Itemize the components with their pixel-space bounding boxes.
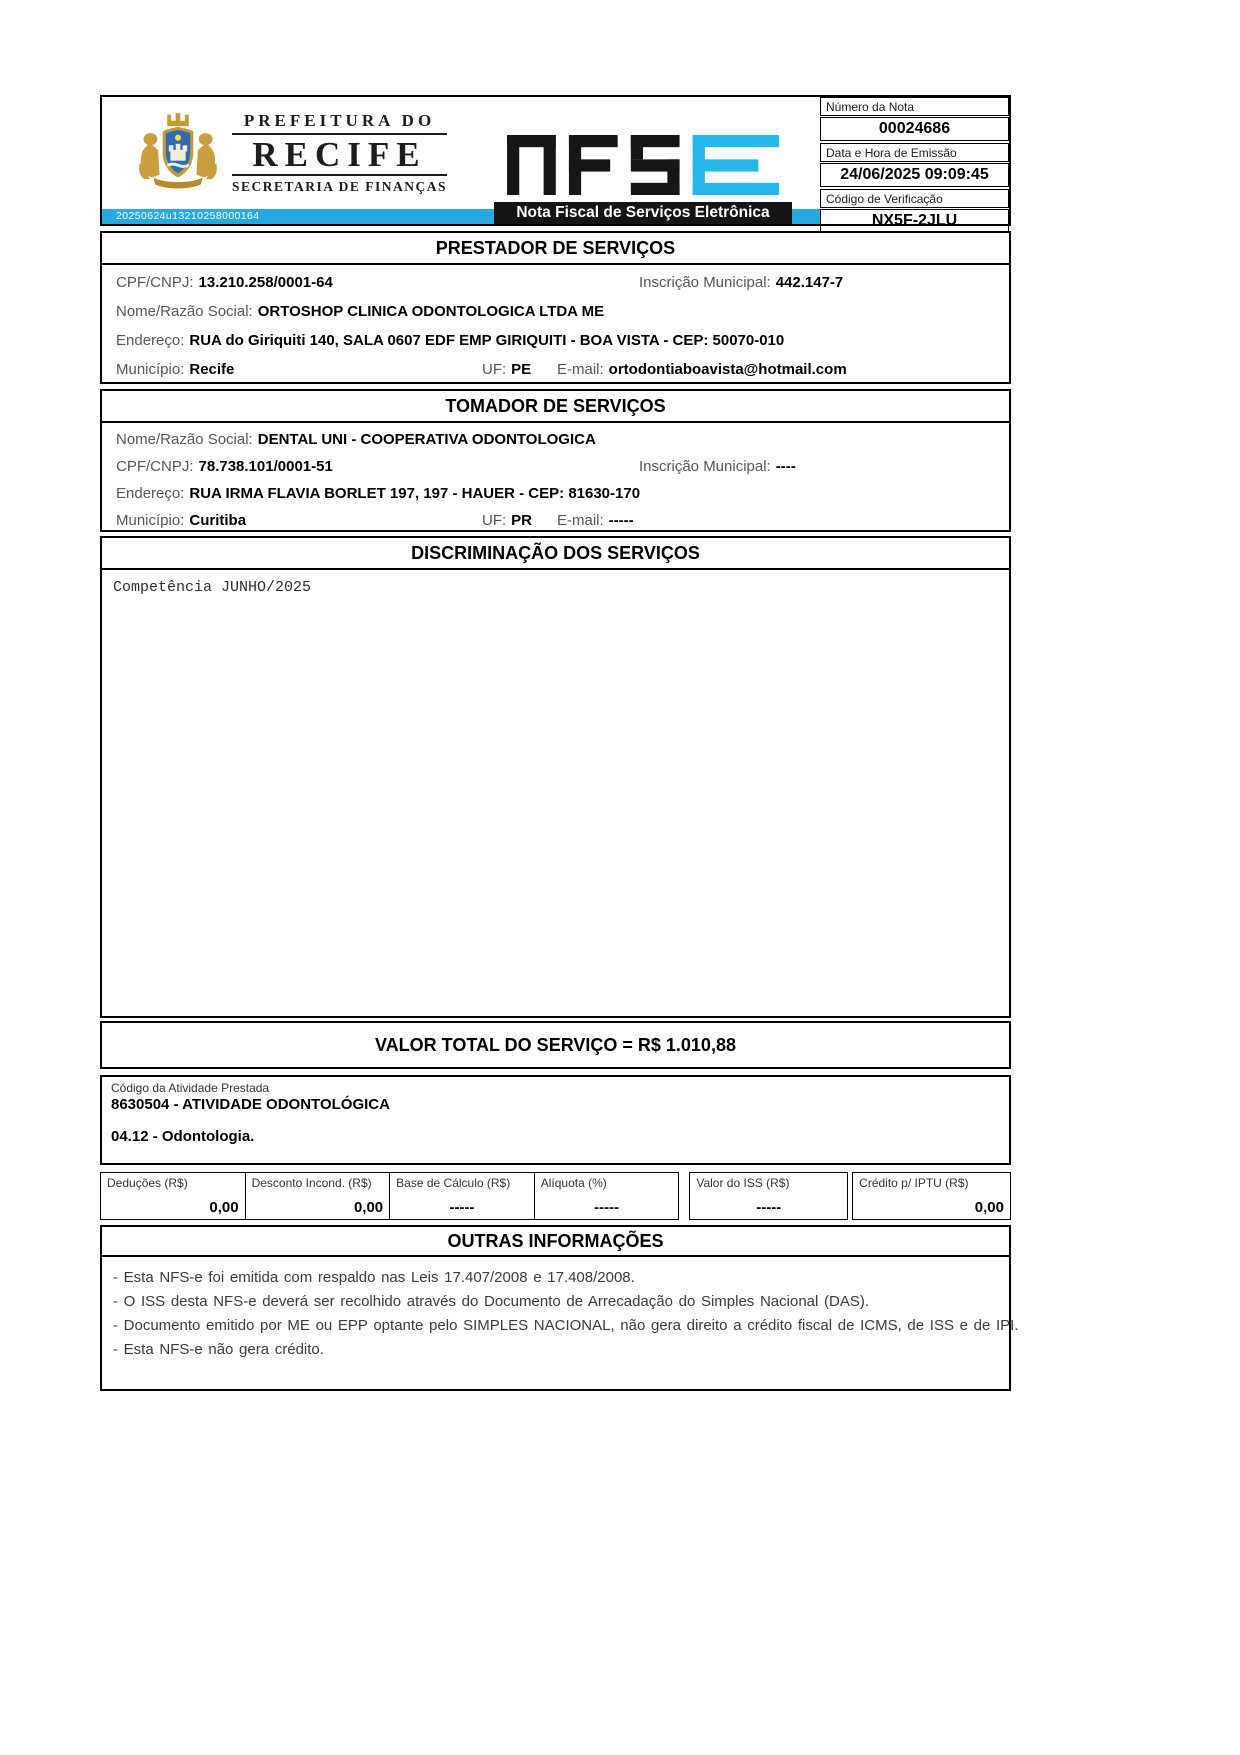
endereco-label: Endereço: bbox=[116, 485, 185, 502]
deducoes-label: Deduções (R$) bbox=[107, 1176, 188, 1190]
valores-table bbox=[100, 1172, 1011, 1220]
email-pair bbox=[557, 355, 847, 384]
secretaria-financas-text: SECRETARIA DE FINANÇAS bbox=[232, 174, 447, 195]
uf-label: UF: bbox=[482, 361, 507, 378]
outras-line: - Documento emitido por ME ou EPP optante pelo SIMPLES NACIONAL, não gera direito a crédito fiscal de ICMS, de ISS e de IPI. bbox=[113, 1317, 1019, 1334]
discriminacao-title: DISCRIMINAÇÃO DOS SERVIÇOS bbox=[102, 538, 1009, 570]
nome-label: Nome/Razão Social: bbox=[116, 303, 253, 320]
nfse-invoice bbox=[100, 95, 1019, 1391]
aliquota-cell bbox=[534, 1172, 680, 1220]
outras-body bbox=[102, 1257, 1019, 1371]
outras-informacoes-section bbox=[100, 1225, 1019, 1391]
deducoes-value: 0,00 bbox=[209, 1199, 239, 1216]
codigo-verificacao-value: NX5F-2JLU bbox=[820, 209, 1009, 233]
uf-value: PE bbox=[511, 361, 532, 378]
endereco-value: RUA do Giriquiti 140, SALA 0607 EDF EMP GIRIQUITI - BOA VISTA - CEP: 50070-010 bbox=[189, 332, 785, 349]
prestador-cpf-row bbox=[102, 268, 1009, 297]
base-calculo-cell bbox=[389, 1172, 535, 1220]
municipio-value: Curitiba bbox=[189, 512, 247, 529]
issuer-logo-block bbox=[102, 97, 494, 224]
valor-iss-label: Valor do ISS (R$) bbox=[696, 1176, 790, 1190]
tomador-fields bbox=[102, 423, 1009, 534]
blue-separator bbox=[792, 97, 820, 224]
credito-iptu-cell bbox=[852, 1172, 1011, 1220]
credito-iptu-value: 0,00 bbox=[974, 1199, 1004, 1216]
endereco-label: Endereço: bbox=[116, 332, 185, 349]
inscricao-pair bbox=[639, 453, 796, 480]
prestador-endereco-row bbox=[102, 326, 1009, 355]
credito-iptu-label: Crédito p/ IPTU (R$) bbox=[859, 1176, 969, 1190]
cpf-label: CPF/CNPJ: bbox=[116, 458, 194, 475]
base-calculo-value: ----- bbox=[449, 1199, 475, 1216]
outras-line: - Esta NFS-e não gera crédito. bbox=[113, 1341, 324, 1358]
tomador-title: TOMADOR DE SERVIÇOS bbox=[102, 391, 1009, 423]
cpf-label: CPF/CNPJ: bbox=[116, 274, 194, 291]
atividade-section bbox=[100, 1075, 1011, 1165]
recife-coat-of-arms-icon bbox=[132, 113, 224, 193]
email-pair bbox=[557, 507, 634, 534]
data-emissao-value: 24/06/2025 09:09:45 bbox=[820, 163, 1009, 187]
prestador-section bbox=[100, 231, 1011, 384]
invoice-header bbox=[100, 95, 1011, 229]
nome-label: Nome/Razão Social: bbox=[116, 431, 253, 448]
prestador-municipio-row bbox=[102, 355, 1009, 384]
municipio-label: Município: bbox=[116, 512, 185, 529]
aliquota-label: Alíquota (%) bbox=[540, 1176, 607, 1190]
invoice-meta-column bbox=[820, 97, 1009, 229]
nfse-brand-block bbox=[494, 97, 792, 224]
uf-pair bbox=[482, 507, 532, 534]
numero-nota-value: 00024686 bbox=[820, 117, 1009, 141]
cpf-value: 13.210.258/0001-64 bbox=[198, 274, 333, 291]
uf-pair bbox=[482, 355, 531, 384]
deducoes-cell bbox=[100, 1172, 246, 1220]
nome-value: ORTOSHOP CLINICA ODONTOLOGICA LTDA ME bbox=[257, 303, 605, 320]
discriminacao-content: Competência JUNHO/2025 bbox=[113, 579, 312, 596]
data-emissao-label: Data e Hora de Emissão bbox=[820, 143, 1009, 162]
nfse-subtitle-bar: Nota Fiscal de Serviços Eletrônica bbox=[494, 202, 792, 224]
inscricao-pair bbox=[639, 268, 843, 297]
email-value: ortodontiaboavista@hotmail.com bbox=[608, 361, 847, 378]
inscricao-label: Inscrição Municipal: bbox=[639, 458, 771, 475]
valor-total-text: VALOR TOTAL DO SERVIÇO = R$ 1.010,88 bbox=[375, 1034, 736, 1055]
tomador-municipio-row bbox=[102, 507, 1009, 534]
discriminacao-section bbox=[100, 536, 1011, 1018]
inscricao-label: Inscrição Municipal: bbox=[639, 274, 771, 291]
numero-nota-label: Número da Nota bbox=[820, 97, 1009, 116]
uf-value: PR bbox=[511, 512, 533, 529]
outras-line: - Esta NFS-e foi emitida com respaldo nas Leis 17.407/2008 e 17.408/2008. bbox=[113, 1269, 635, 1286]
cpf-value: 78.738.101/0001-51 bbox=[198, 458, 333, 475]
valor-iss-cell bbox=[689, 1172, 848, 1220]
tracking-bar bbox=[102, 209, 494, 224]
email-label: E-mail: bbox=[557, 512, 604, 529]
municipio-label: Município: bbox=[116, 361, 185, 378]
atividade-label: Código da Atividade Prestada bbox=[111, 1081, 270, 1095]
codigo-verificacao-label: Código de Verificação bbox=[820, 189, 1009, 208]
desconto-value: 0,00 bbox=[353, 1199, 384, 1216]
aliquota-value: ----- bbox=[594, 1199, 620, 1216]
atividade-item: 04.12 - Odontologia. bbox=[111, 1128, 255, 1145]
tracking-number: 20250624u13210258000164 bbox=[116, 210, 260, 222]
valores-group bbox=[100, 1172, 679, 1220]
outras-title: OUTRAS INFORMAÇÕES bbox=[102, 1227, 1009, 1257]
uf-label: UF: bbox=[482, 512, 507, 529]
tomador-cpf-row bbox=[102, 453, 1009, 480]
base-calculo-label: Base de Cálculo (R$) bbox=[396, 1176, 511, 1190]
recife-text: RECIFE bbox=[252, 134, 427, 174]
tomador-endereco-row bbox=[102, 480, 1009, 507]
endereco-value: RUA IRMA FLAVIA BORLET 197, 197 - HAUER - CEP: 81630-170 bbox=[189, 485, 641, 502]
municipio-value: Recife bbox=[189, 361, 235, 378]
desconto-cell bbox=[245, 1172, 391, 1220]
inscricao-value: ---- bbox=[775, 458, 796, 475]
prefeitura-do-text: PREFEITURA DO bbox=[232, 111, 447, 135]
atividade-codigo: 8630504 - ATIVIDADE ODONTOLÓGICA bbox=[111, 1096, 390, 1113]
issuer-name bbox=[232, 111, 447, 196]
nome-value: DENTAL UNI - COOPERATIVA ODONTOLOGICA bbox=[257, 431, 596, 448]
email-label: E-mail: bbox=[557, 361, 604, 378]
prestador-title: PRESTADOR DE SERVIÇOS bbox=[102, 233, 1009, 265]
inscricao-value: 442.147-7 bbox=[775, 274, 844, 291]
valores-spacer bbox=[679, 1172, 689, 1220]
recife-logo bbox=[102, 97, 494, 209]
tomador-nome-row bbox=[102, 426, 1009, 453]
prestador-fields bbox=[102, 265, 1009, 384]
tomador-section bbox=[100, 389, 1011, 532]
outras-line: - O ISS desta NFS-e deverá ser recolhido através do Documento de Arrecadação do Simples Nacional (DAS). bbox=[113, 1293, 870, 1310]
desconto-label: Desconto Incond. (R$) bbox=[251, 1176, 372, 1190]
valor-iss-value: ----- bbox=[756, 1199, 782, 1216]
nfse-logo-icon bbox=[505, 135, 781, 195]
valor-total-section bbox=[100, 1021, 1011, 1069]
prestador-nome-row bbox=[102, 297, 1009, 326]
blue-separator-fill bbox=[792, 209, 820, 224]
email-value: ----- bbox=[608, 512, 634, 529]
